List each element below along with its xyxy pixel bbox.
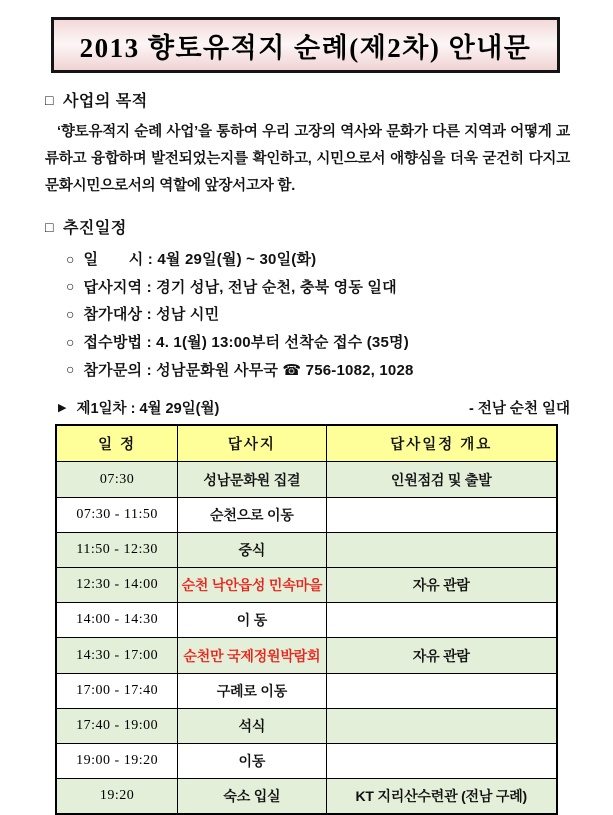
cell-note: [326, 673, 557, 708]
cell-time: 17:40 - 19:00: [56, 708, 178, 743]
title-box: [51, 17, 560, 73]
table-row: [56, 638, 557, 673]
cell-note: [326, 532, 557, 567]
cell-time: 14:30 - 17:00: [56, 638, 178, 673]
cell-note: [326, 743, 557, 778]
day1-label: [58, 397, 219, 418]
schedule-item: [66, 273, 570, 301]
table-row: [56, 743, 557, 778]
schedule-item-text: 일 시 : 4월 29일(월) ~ 30일(화): [83, 251, 317, 269]
schedule-table-body: [56, 462, 557, 814]
schedule-item: [66, 300, 570, 328]
cell-time: 07:30 - 11:50: [56, 497, 178, 532]
circle-bullet-icon: ○: [66, 250, 75, 267]
schedule-item: [66, 328, 570, 356]
table-row: [56, 779, 557, 814]
table-row: [56, 462, 557, 497]
col-header-note: 답사일정 개요: [326, 425, 557, 462]
cell-note: [326, 497, 557, 532]
col-header-time: 일 정: [56, 425, 178, 462]
cell-note: 인원점검 및 출발: [326, 462, 557, 497]
table-row: [56, 568, 557, 603]
cell-time: 12:30 - 14:00: [56, 568, 178, 603]
cell-time: 19:20: [56, 779, 178, 814]
cell-place: 순천으로 이동: [178, 497, 326, 532]
cell-time: 19:00 - 19:20: [56, 743, 178, 778]
cell-place: 석식: [178, 708, 326, 743]
circle-bullet-icon: ○: [66, 305, 75, 322]
cell-place: 순천만 국제정원박람회: [178, 638, 326, 673]
schedule-item-text: 접수방법 : 4. 1(월) 13:00부터 선착순 접수 (35명): [83, 334, 409, 352]
schedule-item-text: 참가문의 : 성남문화원 사무국 ☎ 756-1082, 1028: [83, 361, 414, 379]
schedule-table: [55, 424, 558, 815]
cell-note: 자유 관람: [326, 638, 557, 673]
schedule-item-text: 참가대상 : 성남 시민: [83, 306, 220, 324]
purpose-heading: [45, 88, 570, 111]
cell-place: 순천 낙안읍성 민속마을: [178, 568, 326, 603]
cell-place: 숙소 입실: [178, 779, 326, 814]
cell-note: [326, 708, 557, 743]
purpose-body: ‘향토유적지 순례 사업’을 통하여 우리 고장의 역사와 문화가 다른 지역과 어떻게 교류하고 융합하며 발전되었는지를 확인하고, 시민으로서 애향심을 더욱 굳건히 다지고 문화시민으로서의 역할에 앞장서고자 함.: [45, 124, 570, 194]
cell-note: KT 지리산수련관 (전남 구례): [326, 779, 557, 814]
col-header-place: 답사지: [178, 425, 326, 462]
table-header-row: [56, 425, 557, 462]
circle-bullet-icon: ○: [66, 333, 75, 350]
schedule-item: [66, 245, 570, 273]
cell-time: 17:00 - 17:40: [56, 673, 178, 708]
section-purpose: [45, 88, 570, 200]
day1-label-text: 제1일차 : 4월 29일(월): [76, 400, 220, 417]
square-bullet-icon: □: [45, 91, 54, 108]
cell-place: 중식: [178, 532, 326, 567]
table-row: [56, 532, 557, 567]
cell-note: [326, 603, 557, 638]
circle-bullet-icon: ○: [66, 361, 75, 378]
schedule-items: [66, 245, 570, 383]
cell-place: 이동: [178, 743, 326, 778]
cell-place: 성남문화원 집결: [178, 462, 326, 497]
schedule-item-text: 답사지역 : 경기 성남, 전남 순천, 충북 영동 일대: [83, 278, 397, 296]
table-row: [56, 673, 557, 708]
schedule-item: [66, 355, 570, 383]
page-title: 2013 향토유적지 순례(제2차) 안내문: [79, 32, 532, 63]
schedule-heading: [45, 215, 570, 238]
cell-note: 자유 관람: [326, 568, 557, 603]
section-schedule: [45, 215, 570, 383]
cell-place: 구례로 이동: [178, 673, 326, 708]
day1-location-note: - 전남 순천 일대: [469, 400, 570, 417]
cell-time: 14:00 - 14:30: [56, 603, 178, 638]
table-row: [56, 708, 557, 743]
triangle-bullet-icon: ▶: [58, 401, 67, 414]
square-bullet-icon: □: [45, 218, 54, 235]
day1-header: [58, 397, 570, 418]
cell-place: 이 동: [178, 603, 326, 638]
cell-time: 07:30: [56, 462, 178, 497]
table-row: [56, 603, 557, 638]
purpose-heading-text: 사업의 목적: [62, 93, 148, 110]
circle-bullet-icon: ○: [66, 278, 75, 295]
schedule-heading-text: 추진일정: [62, 220, 127, 237]
table-row: [56, 497, 557, 532]
cell-time: 11:50 - 12:30: [56, 532, 178, 567]
